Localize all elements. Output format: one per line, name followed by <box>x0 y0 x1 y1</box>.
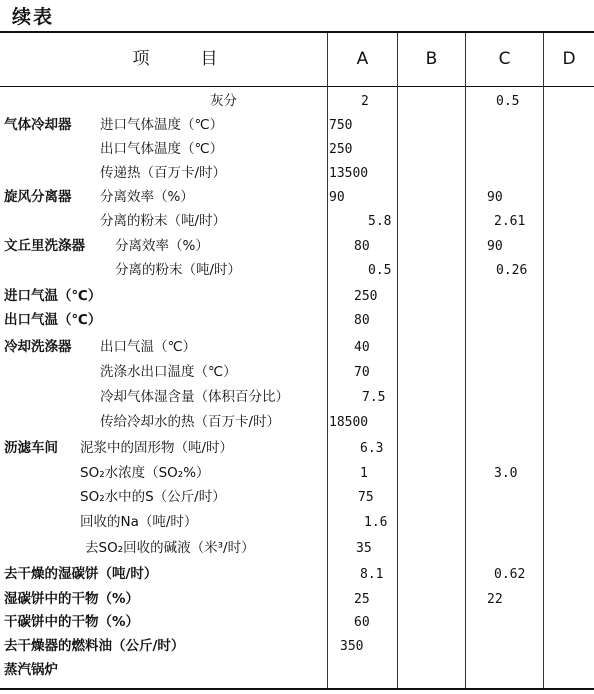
table-header-rule <box>0 86 594 87</box>
table-row <box>0 162 594 185</box>
row-label: 分离的粉末（吨/时） <box>100 213 227 229</box>
table-row <box>0 285 594 308</box>
cell-a: 350 <box>340 639 364 654</box>
row-category: 干碳饼中的干物（%） <box>4 614 140 630</box>
table-row <box>0 511 594 534</box>
row-label: 冷却气体湿含量（体积百分比） <box>100 389 289 405</box>
cell-a: 40 <box>354 340 370 355</box>
row-category: 湿碳饼中的干物（%） <box>4 591 140 607</box>
cell-c: 0.62 <box>494 567 526 582</box>
table-row <box>0 437 594 460</box>
cell-a: 6.3 <box>360 441 384 456</box>
table-row <box>0 635 594 658</box>
table-row <box>0 386 594 409</box>
table-row <box>0 588 594 611</box>
header-c: C <box>498 49 511 69</box>
cell-a: 13500 <box>329 166 369 181</box>
row-label: 泥浆中的固形物（吨/时） <box>80 440 234 456</box>
header-a: A <box>356 49 369 69</box>
table-row <box>0 563 594 586</box>
cell-c: 0.5 <box>496 94 520 109</box>
table-row <box>0 90 594 113</box>
table-row <box>0 114 594 137</box>
table-row <box>0 537 594 560</box>
header-b: B <box>425 49 438 69</box>
row-category: 旋风分离器 <box>4 189 72 205</box>
row-category: 冷却洗涤器 <box>4 339 72 355</box>
cell-c: 90 <box>487 190 503 205</box>
table-row <box>0 462 594 485</box>
row-label: 分离的粉末（吨/时） <box>115 262 242 278</box>
cell-a: 250 <box>329 142 353 157</box>
cell-a: 35 <box>356 541 372 556</box>
cell-a: 750 <box>329 118 353 133</box>
row-label: 洗涤水出口温度（℃） <box>100 364 237 380</box>
cell-a: 0.5 <box>368 263 392 278</box>
row-label: 出口气温（℃） <box>100 339 197 355</box>
header-d: D <box>562 49 576 69</box>
cell-a: 1.6 <box>364 515 388 530</box>
table-row <box>0 336 594 359</box>
cell-a: 250 <box>354 289 378 304</box>
cell-c: 3.0 <box>494 466 518 481</box>
row-label: 分离效率（%） <box>115 238 209 254</box>
row-label: 去SO₂回收的碱液（米³/时） <box>85 540 255 556</box>
row-label: 灰分 <box>210 93 237 109</box>
row-label: 回收的Na（吨/时） <box>80 514 198 530</box>
row-category: 出口气温（℃） <box>4 312 102 328</box>
cell-a: 25 <box>354 592 370 607</box>
page-title: 续表 <box>12 6 55 28</box>
cell-a: 60 <box>354 615 370 630</box>
table-row <box>0 611 594 634</box>
row-category: 文丘里洗涤器 <box>4 238 85 254</box>
table-bottom-rule <box>0 688 594 690</box>
row-label: 传给冷却水的热（百万卡/时） <box>100 414 281 430</box>
row-label: 分离效率（%） <box>100 189 194 205</box>
table-row <box>0 411 594 434</box>
table-row <box>0 309 594 332</box>
table-row <box>0 659 594 682</box>
row-label: 出口气体温度（℃） <box>100 141 224 157</box>
table-row <box>0 361 594 384</box>
row-label: SO₂水浓度（SO₂%） <box>80 465 210 481</box>
table-row <box>0 486 594 509</box>
row-label: 进口气体温度（℃） <box>100 117 224 133</box>
cell-a: 80 <box>354 313 370 328</box>
row-category: 气体冷却器 <box>4 117 72 133</box>
row-category: 蒸汽锅炉 <box>4 662 58 678</box>
cell-c: 90 <box>487 239 503 254</box>
table-top-rule <box>0 31 594 33</box>
table-row <box>0 235 594 258</box>
table-row <box>0 210 594 233</box>
cell-a: 90 <box>329 190 345 205</box>
cell-a: 2 <box>361 94 369 109</box>
row-label: SO₂水中的S（公斤/时） <box>80 489 226 505</box>
table-row <box>0 186 594 209</box>
cell-a: 70 <box>354 365 370 380</box>
row-category: 去干燥器的燃料油（公斤/时） <box>4 638 185 654</box>
row-category: 进口气温（℃） <box>4 288 102 304</box>
cell-c: 2.61 <box>494 214 526 229</box>
cell-a: 5.8 <box>368 214 392 229</box>
cell-a: 75 <box>358 490 374 505</box>
table-row <box>0 138 594 161</box>
cell-c: 22 <box>487 592 503 607</box>
table-row <box>0 259 594 282</box>
cell-a: 18500 <box>329 415 369 430</box>
cell-a: 8.1 <box>360 567 384 582</box>
cell-a: 7.5 <box>362 390 386 405</box>
cell-c: 0.26 <box>496 263 528 278</box>
row-label: 传递热（百万卡/时） <box>100 165 227 181</box>
row-category: 去干燥的湿碳饼（吨/时） <box>4 566 158 582</box>
cell-a: 1 <box>360 466 368 481</box>
header-item: 项 目 <box>132 49 218 69</box>
cell-a: 80 <box>354 239 370 254</box>
row-category: 沥滤车间 <box>4 440 58 456</box>
